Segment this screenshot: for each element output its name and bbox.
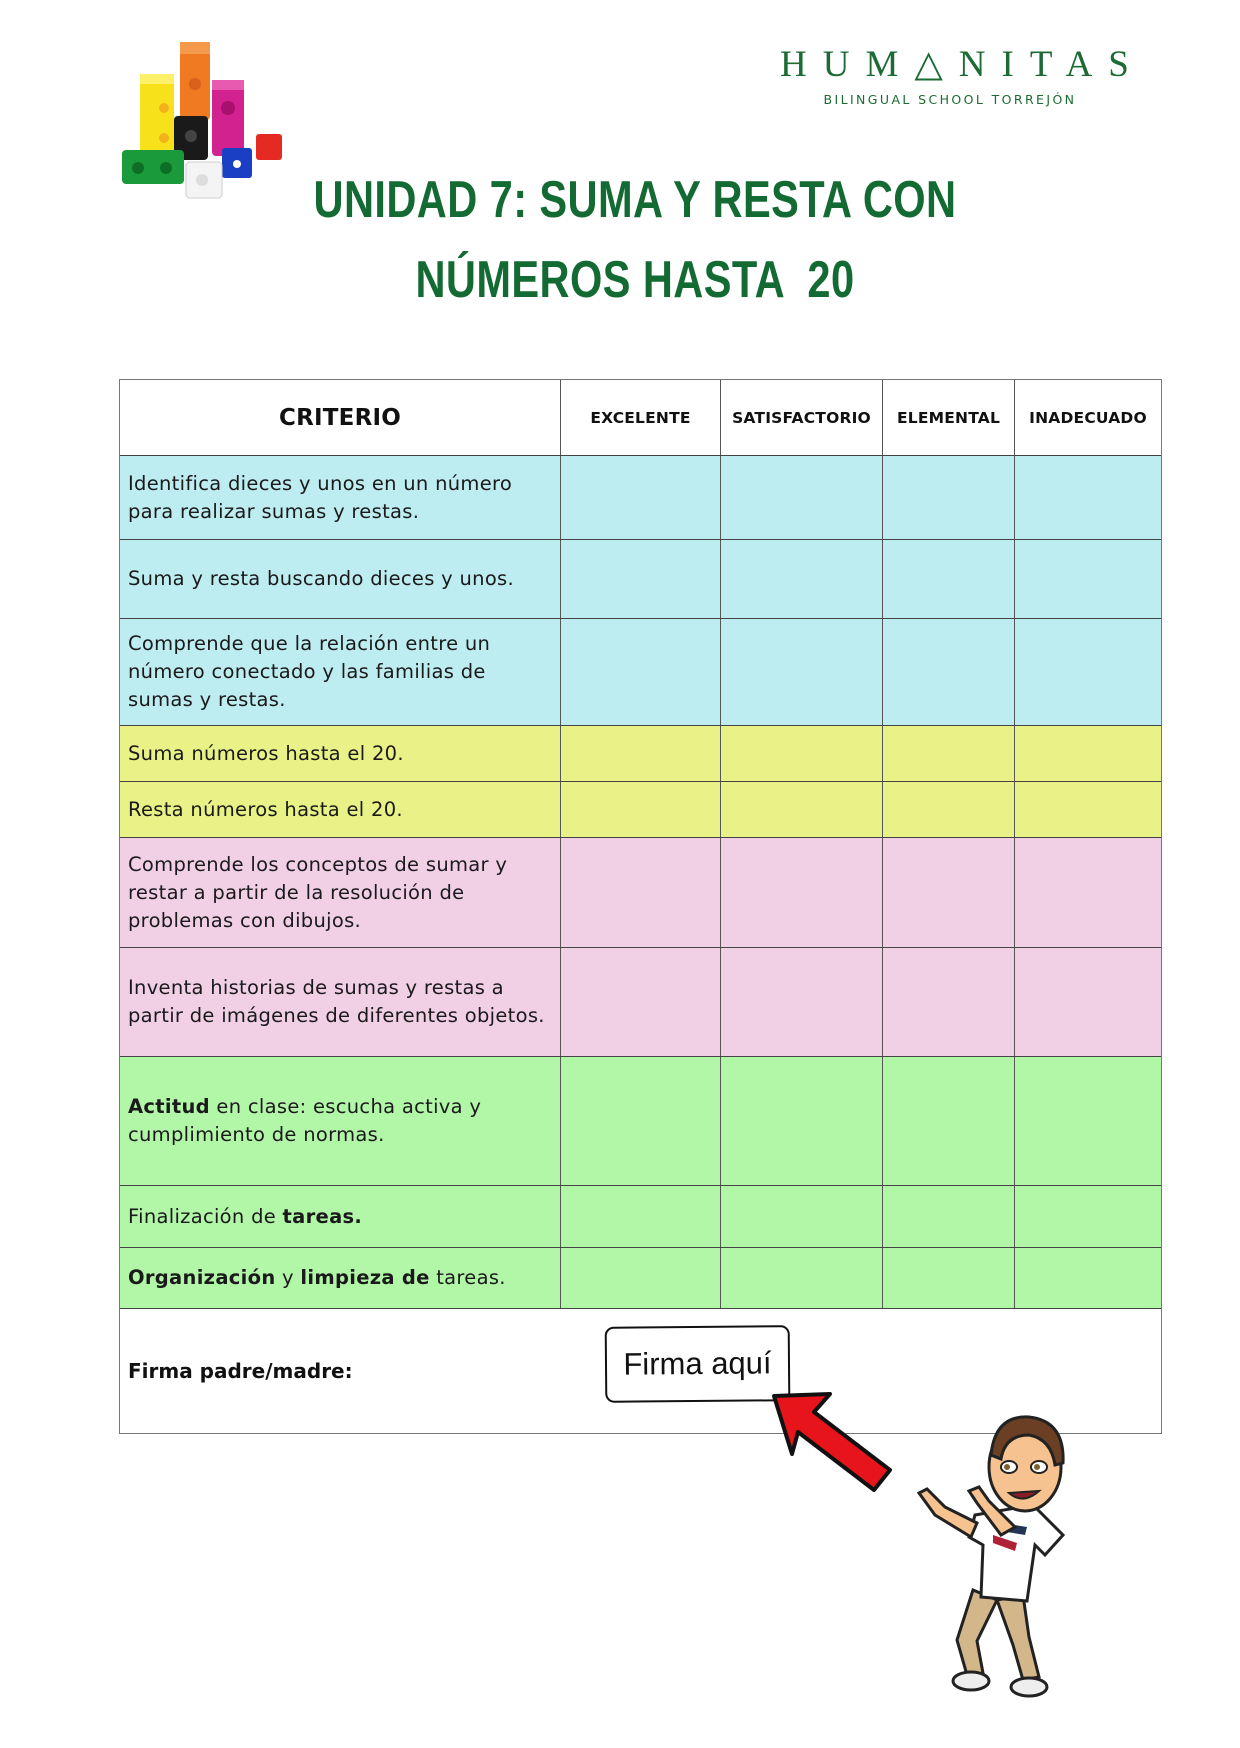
criterion-text: [128, 1264, 506, 1292]
school-logo: [770, 44, 1145, 107]
criterion-text-part: Comprende los conceptos de sumar y restar a partir de la resolución de problemas con dibujos.: [128, 852, 508, 932]
column-header-criterio: CRITERIO: [279, 404, 401, 431]
rating-cell-excelente[interactable]: [560, 1248, 720, 1308]
table-row: [120, 725, 1161, 781]
criterion-text: [128, 1093, 552, 1149]
table-header-row: [120, 380, 1161, 455]
criterion-cell: [120, 456, 560, 539]
table-row: [120, 781, 1161, 837]
rating-cell-inadecuado[interactable]: [1014, 782, 1161, 837]
pointing-character-icon: [905, 1405, 1085, 1705]
criterion-cell: [120, 726, 560, 781]
criterion-text-part: en clase: escucha activa y cumplimiento de normas.: [128, 1095, 482, 1146]
rating-cell-inadecuado[interactable]: [1014, 1248, 1161, 1308]
criterion-text: [128, 470, 552, 526]
rating-cell-inadecuado[interactable]: [1014, 540, 1161, 618]
rating-cell-satisfactorio[interactable]: [720, 948, 882, 1056]
rubric-table: [119, 379, 1162, 1434]
table-row: [120, 618, 1161, 725]
rating-cell-satisfactorio[interactable]: [720, 1057, 882, 1185]
criterion-text: [128, 851, 552, 935]
signature-box[interactable]: Firma aquí: [605, 1325, 791, 1403]
criterion-text-part: Identifica dieces y unos en un número para realizar sumas y restas.: [128, 471, 513, 523]
criterion-text: [128, 630, 552, 714]
rating-cell-elemental[interactable]: [882, 782, 1014, 837]
criterion-cell: [120, 948, 560, 1056]
criterion-text-part: Resta números hasta el 20.: [128, 797, 403, 821]
rating-cell-elemental[interactable]: [882, 726, 1014, 781]
criterion-bold-text: limpieza de: [300, 1266, 430, 1289]
criterion-text-part: y: [275, 1266, 301, 1289]
table-row: [120, 947, 1161, 1056]
criterion-text-part: Comprende que la relación entre un número conectado y las familias de sumas y restas.: [128, 632, 491, 711]
rating-cell-satisfactorio[interactable]: [720, 540, 882, 618]
rating-cell-satisfactorio[interactable]: [720, 838, 882, 947]
rating-cell-inadecuado[interactable]: [1014, 456, 1161, 539]
criterion-text: [128, 565, 514, 593]
rating-cell-elemental[interactable]: [882, 540, 1014, 618]
column-header-excelente: EXCELENTE: [560, 380, 720, 455]
rating-cell-excelente[interactable]: [560, 1186, 720, 1247]
rating-cell-excelente[interactable]: [560, 838, 720, 947]
rating-cell-elemental[interactable]: [882, 1186, 1014, 1247]
rating-cell-elemental[interactable]: [882, 948, 1014, 1056]
rating-cell-satisfactorio[interactable]: [720, 1186, 882, 1247]
rating-cell-elemental[interactable]: [882, 1057, 1014, 1185]
criterion-cell: [120, 540, 560, 618]
title-line-1: UNIDAD 7: SUMA Y RESTA CON: [313, 171, 957, 229]
school-subtitle: BILINGUAL SCHOOL TORREJÓN: [823, 92, 1077, 107]
rating-cell-inadecuado[interactable]: [1014, 1186, 1161, 1247]
column-header-elemental: ELEMENTAL: [882, 380, 1014, 455]
criterion-cell: [120, 782, 560, 837]
table-row: [120, 1185, 1161, 1247]
table-row: [120, 1056, 1161, 1185]
criterion-cell: [120, 1248, 560, 1308]
rating-cell-excelente[interactable]: [560, 456, 720, 539]
column-header-satisfactorio: SATISFACTORIO: [720, 380, 882, 455]
rating-cell-excelente[interactable]: [560, 948, 720, 1056]
rating-cell-elemental[interactable]: [882, 456, 1014, 539]
criterion-bold-text: tareas.: [282, 1204, 363, 1228]
rating-cell-elemental[interactable]: [882, 1248, 1014, 1308]
page-title: [287, 160, 983, 320]
criterion-text: [128, 796, 403, 824]
rating-cell-elemental[interactable]: [882, 838, 1014, 947]
table-row: [120, 539, 1161, 618]
criterion-cell: [120, 1057, 560, 1185]
rating-cell-inadecuado[interactable]: [1014, 619, 1161, 725]
rating-cell-excelente[interactable]: [560, 619, 720, 725]
criterion-text-part: Finalización de: [128, 1204, 283, 1228]
criterion-text-part: tareas.: [429, 1266, 506, 1289]
rating-cell-satisfactorio[interactable]: [720, 726, 882, 781]
criterion-text: [128, 740, 404, 768]
school-name: HUM△NITAS: [780, 44, 1145, 85]
criterion-cell: [120, 619, 560, 725]
rating-cell-satisfactorio[interactable]: [720, 782, 882, 837]
red-arrow-icon: [770, 1390, 895, 1495]
criterion-text: [128, 974, 552, 1030]
criterion-text-part: Suma números hasta el 20.: [128, 741, 404, 765]
linking-cubes-icon: [118, 38, 288, 208]
criterion-text: [128, 1203, 362, 1231]
criterion-cell: [120, 838, 560, 947]
rating-cell-satisfactorio[interactable]: [720, 456, 882, 539]
signature-label: Firma padre/madre:: [128, 1359, 353, 1383]
criterion-bold-text: Actitud: [128, 1095, 210, 1118]
rating-cell-inadecuado[interactable]: [1014, 1057, 1161, 1185]
rating-cell-satisfactorio[interactable]: [720, 1248, 882, 1308]
table-row: [120, 455, 1161, 539]
rating-cell-satisfactorio[interactable]: [720, 619, 882, 725]
rating-cell-excelente[interactable]: [560, 1057, 720, 1185]
rating-cell-excelente[interactable]: [560, 782, 720, 837]
rating-cell-inadecuado[interactable]: [1014, 726, 1161, 781]
criterion-bold-text: Organización: [128, 1266, 276, 1289]
column-header-inadecuado: INADECUADO: [1014, 380, 1161, 455]
rating-cell-excelente[interactable]: [560, 726, 720, 781]
title-line-2: NÚMEROS HASTA 20: [415, 251, 855, 309]
rating-cell-elemental[interactable]: [882, 619, 1014, 725]
criterion-text-part: Suma y resta buscando dieces y unos.: [128, 567, 515, 590]
rating-cell-inadecuado[interactable]: [1014, 838, 1161, 947]
rating-cell-excelente[interactable]: [560, 540, 720, 618]
criterion-cell: [120, 1186, 560, 1247]
table-row: [120, 1247, 1161, 1308]
rating-cell-inadecuado[interactable]: [1014, 948, 1161, 1056]
table-row: [120, 837, 1161, 947]
criterion-text-part: Inventa historias de sumas y restas a partir de imágenes de diferentes objetos.: [128, 976, 545, 1027]
